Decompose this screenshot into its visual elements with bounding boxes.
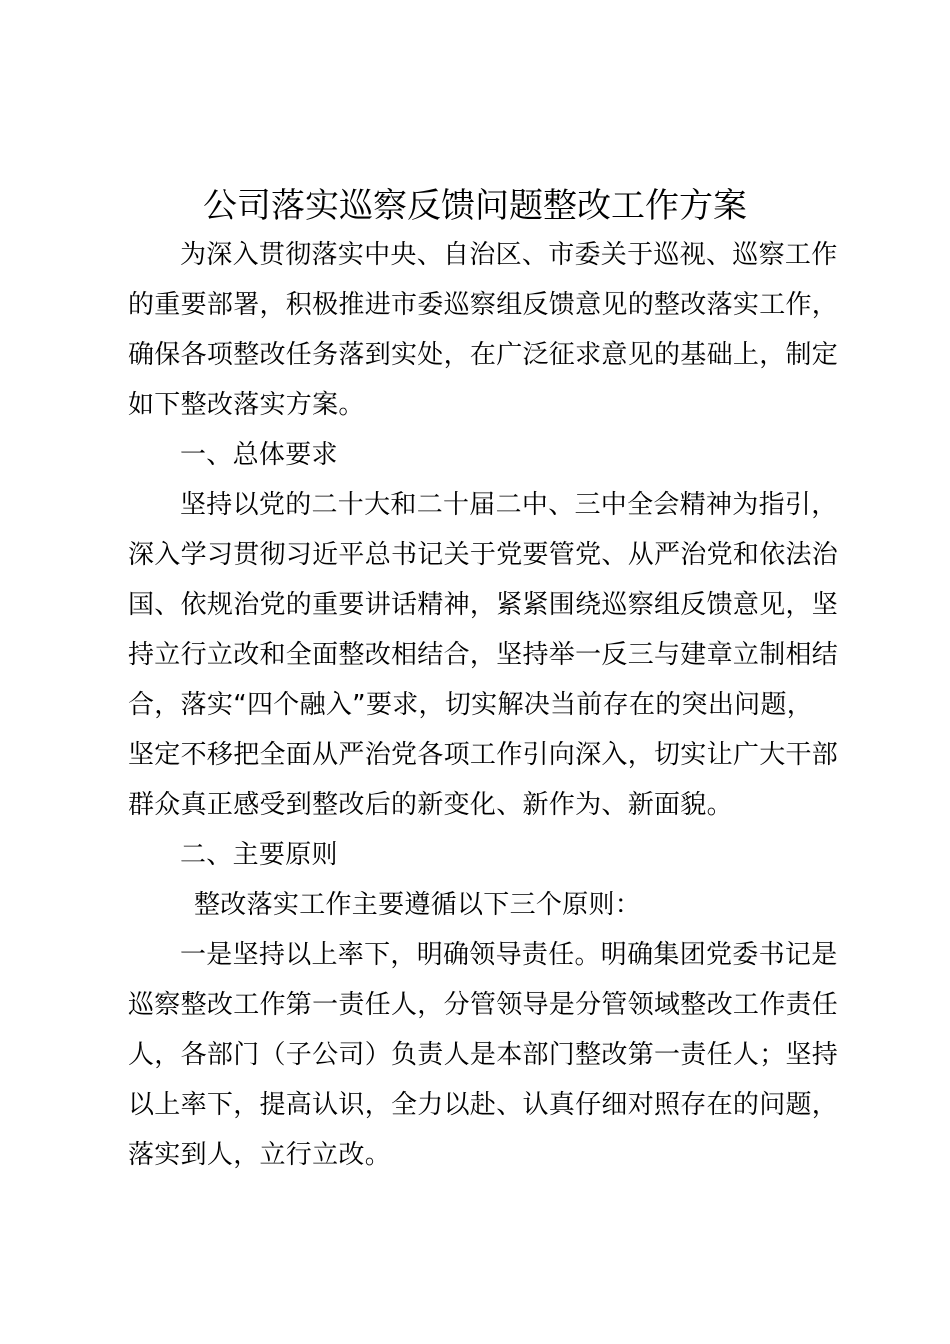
paragraph-line: 人，各部门（子公司）负责人是本部门整改第一责任人；坚持 [128,1040,839,1070]
paragraph-line: 的重要部署，积极推进市委巡察组反馈意见的整改落实工作， [128,290,839,320]
paragraph-line: 整改落实工作主要遵循以下三个原则： [194,890,642,920]
section-heading: 一、总体要求 [180,440,338,470]
paragraph-line: 巡察整改工作第一责任人，分管领导是分管领域整改工作责任 [128,990,839,1020]
paragraph-line: 深入学习贯彻习近平总书记关于党要管党、从严治党和依法治 [128,540,839,570]
paragraph-line: 坚持以党的二十大和二十届二中、三中全会精神为指引， [180,490,838,520]
paragraph-line: 为深入贯彻落实中央、自治区、市委关于巡视、巡察工作 [180,240,838,270]
paragraph-line: 一是坚持以上率下，明确领导责任。明确集团党委书记是 [180,940,838,970]
document-title: 公司落实巡察反馈问题整改工作方案 [203,186,747,226]
paragraph-line: 合，落实“四个融入”要求，切实解决当前存在的突出问题， [128,690,814,720]
paragraph-line: 确保各项整改任务落到实处，在广泛征求意见的基础上，制定 [128,340,839,370]
paragraph-line: 以上率下，提高认识，全力以赴、认真仔细对照存在的问题， [128,1090,839,1120]
paragraph-line: 群众真正感受到整改后的新变化、新作为、新面貌。 [128,790,733,820]
paragraph-line: 持立行立改和全面整改相结合，坚持举一反三与建章立制相结 [128,640,839,670]
paragraph-line: 坚定不移把全面从严治党各项工作引向深入，切实让广大干部 [128,740,839,770]
paragraph-line: 落实到人，立行立改。 [128,1140,392,1170]
paragraph-line: 国、依规治党的重要讲话精神，紧紧围绕巡察组反馈意见，坚 [128,590,839,620]
paragraph-line: 如下整改落实方案。 [128,390,365,420]
section-heading: 二、主要原则 [180,840,338,870]
